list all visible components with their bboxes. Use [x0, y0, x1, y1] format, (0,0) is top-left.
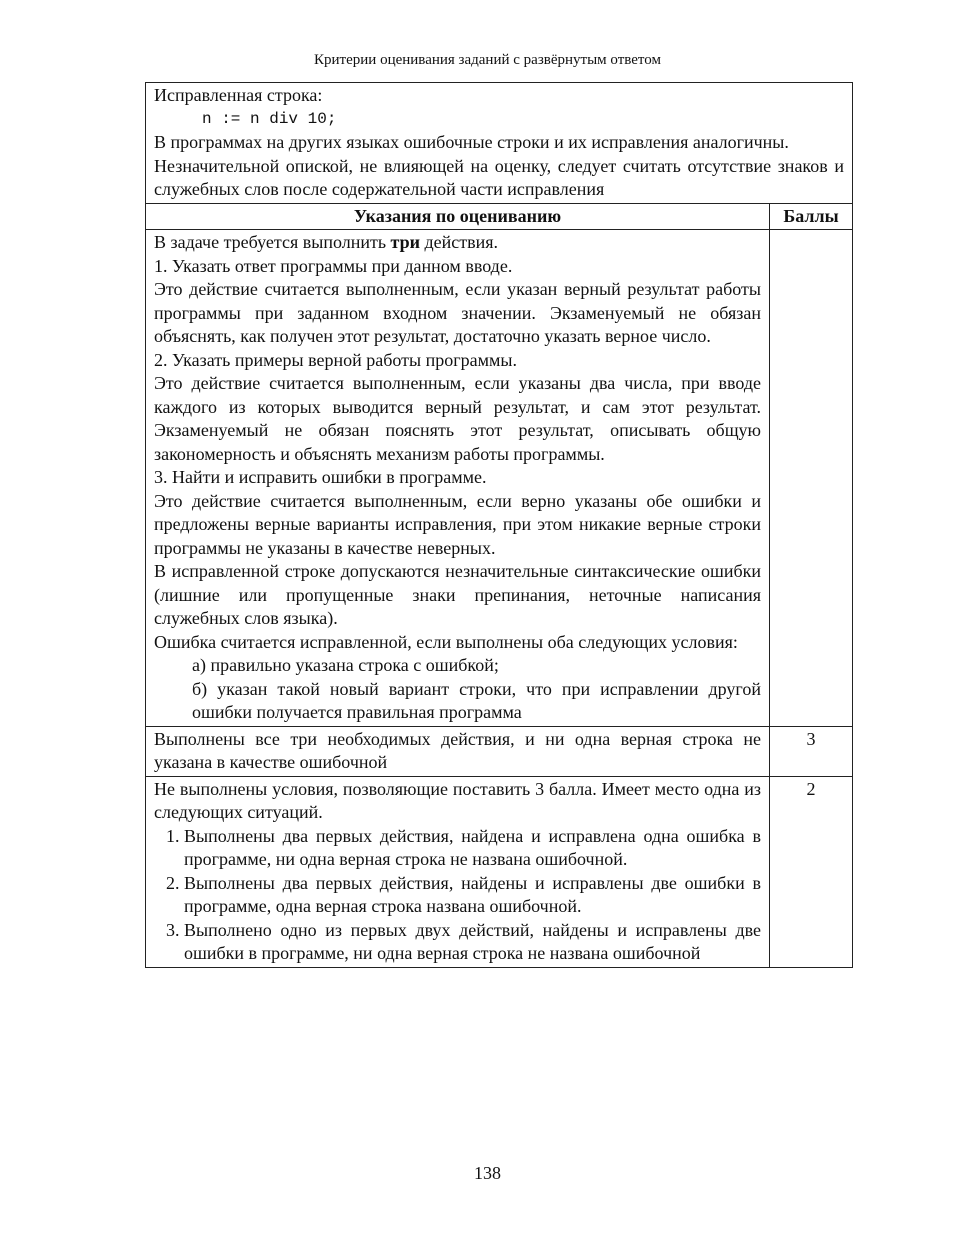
task-intro-before: В задаче требуется выполнить: [154, 232, 391, 252]
task-intro-after: действия.: [420, 232, 499, 252]
instructions-points-cell: [770, 230, 853, 727]
step1-title: 1. Указать ответ программы при данном вводе.: [154, 255, 513, 276]
situation-item: 2. Выполнены два первых действия, найдены и исправлены две ошибки в программе, одна верная строка названа ошибочной.: [184, 872, 761, 919]
table-header-row: [146, 203, 853, 230]
score-row-3: [146, 726, 853, 776]
score-2-value: 2: [770, 776, 853, 967]
minor-typo-note: Незначительной опиской, не влияющей на оценку, следует считать отсутствие знаков и служебных слов после содержательной части исправления: [154, 155, 844, 199]
running-header: Критерии оценивания заданий с развёрнутым ответом: [314, 52, 661, 68]
step1-text: Это действие считается выполненным, если указан верный результат работы программы при заданном входном значении. Экзаменуемый не обязан объяснять, как получен этот результат, достаточно указать верное число.: [154, 279, 761, 346]
score-3-value: 3: [770, 726, 853, 776]
score-2-criteria-cell: [146, 776, 770, 967]
situation-list: [154, 825, 761, 966]
condition-b: б) указан такой новый вариант строки, что при исправлении другой ошибки получается правильная программа: [192, 678, 761, 722]
score-3-criteria: Выполнены все три необходимых действия, и ни одна верная строка не указана в качестве ошибочной: [146, 726, 770, 776]
fixed-condition: Ошибка считается исправленной, если выполнены оба следующих условия:: [154, 631, 738, 652]
instructions-cell: [146, 230, 770, 727]
step3-text: Это действие считается выполненным, если верно указаны обе ошибки и предложены верные варианты исправления, при этом никакие верные строки программы не указаны в качестве неверных.: [154, 490, 761, 558]
step2-title: 2. Указать примеры верной работы программы.: [154, 349, 517, 370]
task-intro: [154, 231, 761, 255]
condition-a: а) правильно указана строка с ошибкой;: [192, 655, 499, 675]
situation-item: 1. Выполнены два первых действия, найдена и исправлена одна ошибка в программе, ни одна верная строка не названа ошибочной.: [184, 825, 761, 872]
step2-text: Это действие считается выполненным, если указаны два числа, при вводе каждого из которых выводится верный результат, и сам этот результат. Экзаменуемый не обязан пояснять этот результат, описывать общую закономерность и объяснять механизм работы программы.: [154, 373, 761, 464]
intro-cell: [146, 83, 853, 204]
criteria-table: [145, 82, 853, 968]
score-2-criteria: Не выполнены условия, позволяющие поставить 3 балла. Имеет место одна из следующих ситуаций.: [154, 778, 761, 822]
intro-row: [146, 83, 853, 204]
points-column-header: Баллы: [770, 203, 853, 230]
syntax-note: В исправленной строке допускаются незначительные синтаксические ошибки (лишние или пропущенные знаки препинания, неточные написания служебных слов языка).: [154, 561, 761, 628]
task-intro-bold: три: [390, 232, 420, 252]
code-line: n := n div 10;: [202, 109, 337, 128]
situation-item: 3. Выполнено одно из первых двух действий, найдены и исправлены две ошибки в программе, ни одна верная строка не названа ошибочной: [184, 919, 761, 966]
page-number: 138: [474, 1163, 501, 1183]
other-languages-note: В программах на других языках ошибочные строки и их исправления аналогичны.: [154, 132, 789, 152]
instructions-row: [146, 230, 853, 727]
step3-title: 3. Найти и исправить ошибки в программе.: [154, 467, 487, 487]
score-row-2: [146, 776, 853, 967]
instructions-column-header: Указания по оцениванию: [146, 203, 770, 230]
corrected-line-label: Исправленная строка:: [154, 85, 323, 105]
